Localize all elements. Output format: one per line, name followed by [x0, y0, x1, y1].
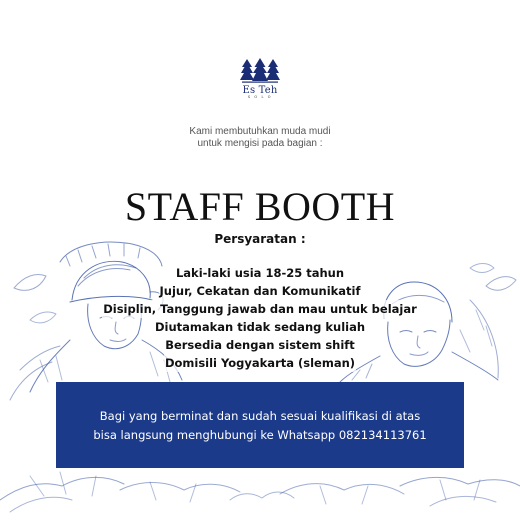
contact-line-2: bisa langsung menghubungi ke Whatsapp 082134113761 [93, 428, 427, 442]
requirement-item: Laki-laki usia 18-25 tahun [175, 266, 345, 280]
requirement-item: Jujur, Cekatan dan Komunikatif [159, 284, 361, 298]
requirements-heading: Persyaratan : [214, 232, 306, 246]
requirement-item: Domisili Yogyakarta (sleman) [164, 356, 356, 370]
requirement-item: Disiplin, Tanggung jawab dan mau untuk belajar [103, 302, 417, 316]
requirements-list [60, 264, 460, 372]
intro-text [160, 126, 360, 150]
brand-logo [220, 58, 300, 99]
intro-line-2: untuk mengisi pada bagian : [197, 138, 323, 149]
page-title: STAFF BOOTH [124, 184, 396, 229]
requirement-item: Bersedia dengan sistem shift [165, 338, 355, 352]
contact-line-1: Bagi yang berminat dan sudah sesuai kualifikasi di atas [99, 409, 421, 423]
brand-subtitle: S O L O [247, 95, 273, 99]
intro-line-1: Kami membutuhkan muda mudi [189, 126, 331, 137]
requirement-item: Diutamakan tidak sedang kuliah [154, 320, 366, 334]
pine-trees-logo-icon [240, 58, 280, 84]
contact-banner [56, 382, 464, 468]
brand-name: Es Teh [242, 85, 278, 96]
